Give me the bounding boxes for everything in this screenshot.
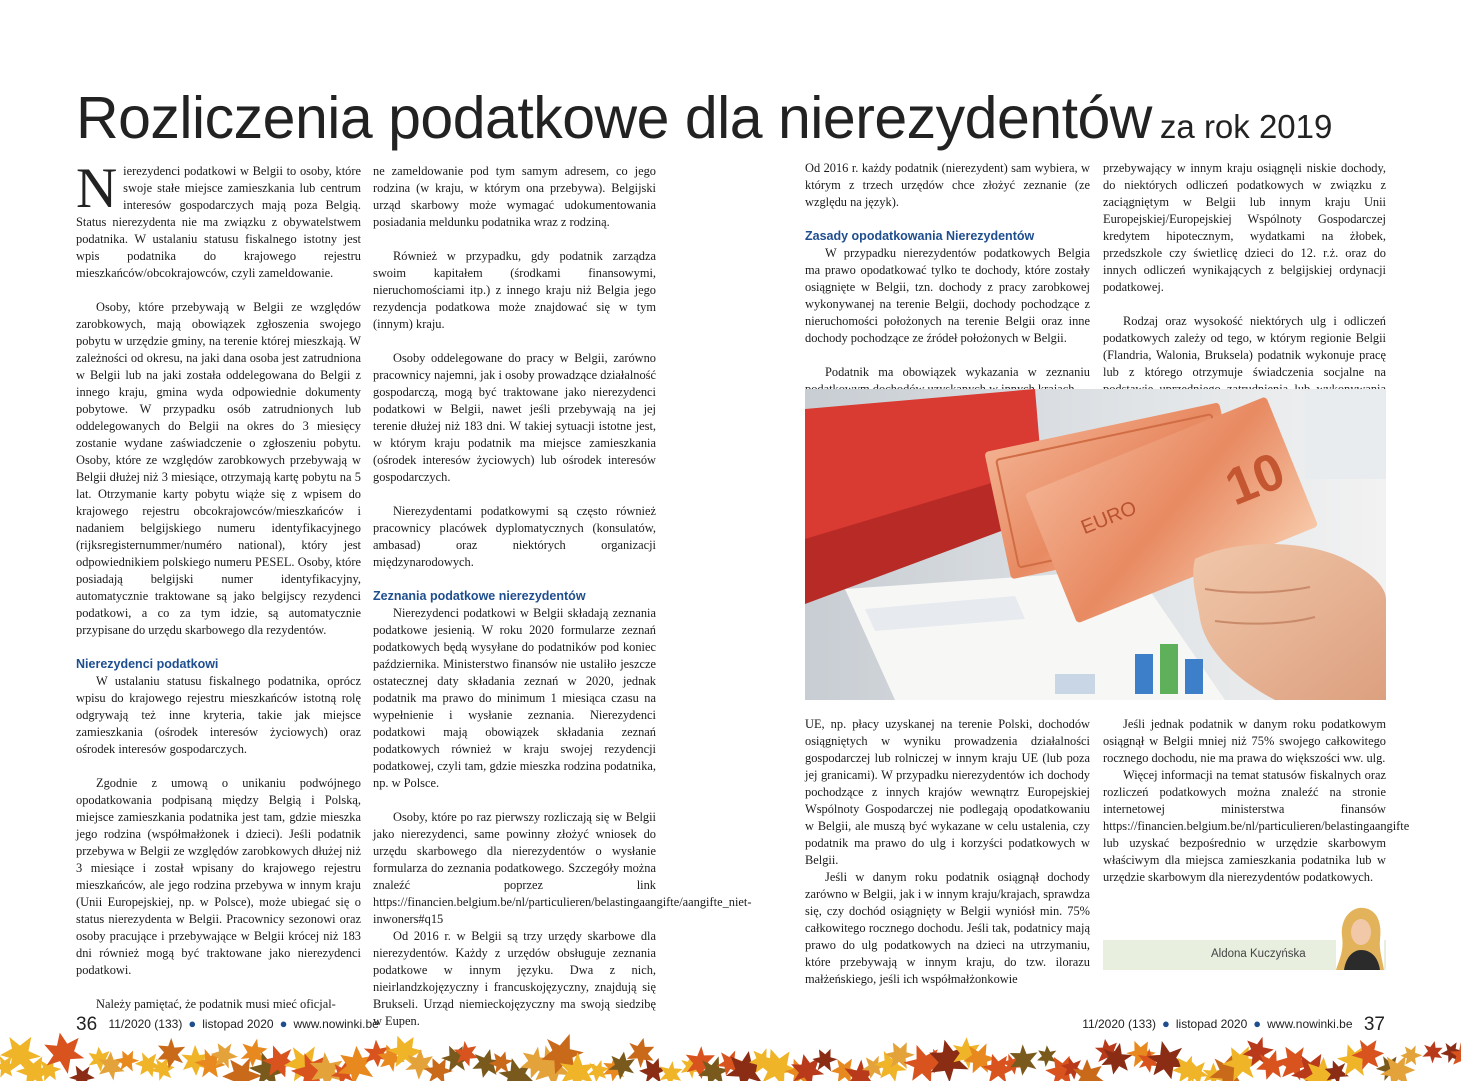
paragraph: UE, np. płacy uzyskanej na terenie Polski, dochodów osiągniętych w wyniku prowadzenia działalności gospodarczej lub rolniczej w innym kraju UE (lub poza jej granicami). W przypadku nierezydentów ich dochody pochodzące z innych krajów wewnątrz Europejskiej Wspólnoty Gospodarczej nie podlegają opodatkowaniu w Belgii, ale muszą być wykazane w celu ustalenia, czy podatnik ma prawo do ulg i korzyści podatkowych w Belgii.: [805, 717, 1090, 867]
text-column-3: [805, 160, 1090, 388]
title-main: Rozliczenia podatkowe dla nierezydentów: [76, 85, 1152, 151]
autumn-leaves-border: [0, 1038, 1461, 1081]
bullet-icon: ●: [1162, 1016, 1170, 1031]
issue-number: 11/2020 (133): [108, 1017, 183, 1031]
paragraph: Zgodnie z umową o unikaniu podwójnego opodatkowania podpisaną między Belgią i Polską, miejsce zamieszkania podatnika jest tam, gdzie mieszka jego rodzina (współmałżonek i dzieci). Jeśli podatnik przebywa w Belgii ze względów zarobkowych dłużej niż 3 miesiące i został wpisany do krajowego rejestru mieszkańców, ale jego rodzina przebywa w innym kraju (Unii Europejskiej, np. w Polsce), może ubiegać się o status nierezydenta w Belgii. Pracownicy sezonowi oraz osoby pracujące i przebywające w Belgii krócej niż 183 dni również mogą być traktowane jako nierezydenci podatkowi.: [76, 776, 361, 977]
paragraph: Osoby, które przebywają w Belgii ze względów zarobkowych, mają obowiązek zgłoszenia swojego pobytu w urzędzie gminy, na terenie której mieszkają. W zależności od okresu, na jaki dana osoba jest zatrudniona w Belgii lub na jaki została oddelegowana do Belgii z innego kraju, gmina wyda odpowiednie dokumenty pobytowe. W przypadku osób zatrudnionych lub oddelegowanych do Belgii na okres do 3 miesięcy zostanie wydane zaświadczenie o zgłoszeniu pobytu. Osoby, które ze względów zarobkowych przebywają w Belgii dłużej niż 3 miesiące, otrzymają kartę pobytu na 5 lat. Otrzymanie karty pobytu wiąże się z wpisem do krajowego rejestru obcokrajowców/mieszkańców i nadaniem belgijskiego numeru identyfikacyjnego (rijksregisternummer/numéro national), który jest odpowiednikiem polskiego numeru PESEL. Osoby, które posiadają belgijski numer identyfikacyjny, automatycznie traktowane są jako belgijscy rezydenci podatkowi, a co za tym idzie, są automatycznie przypisane do urzędu skarbowego dla rezydentów.: [76, 300, 361, 637]
text-column-1: [76, 157, 361, 1011]
paragraph: Jeśli jednak podatnik w danym roku podatkowym osiągnął w Belgii mniej niż 75% swojego całkowitego rocznego dochodu, nie ma prawa do większości ww. ulg.: [1103, 717, 1386, 765]
paragraph: Osoby oddelegowane do pracy w Belgii, zarówno pracownicy najemni, jak i osoby prowadzące działalność gospodarczą, mogą być traktowane jako nierezydenci podatkowi w Belgii, nawet jeśli przebywają na jej terenie dłużej niż 183 dni. W takiej sytuacji istotne jest, w którym kraju podatnik ma miejsce zamieszkania (ośrodek interesów życiowych) lub ośrodek interesów gospodarczych.: [373, 351, 656, 484]
footer-right: [1082, 1014, 1385, 1036]
paragraph: Osoby, które po raz pierwszy rozliczają się w Belgii jako nierezydenci, same powinny złożyć wniosek do urzędu skarbowego dla nierezydentów o wysłanie formularza do zeznania podatkowego. Szczegóły można znaleźć poprzez link https://financien.belgium.be/nl/particulieren/belastingaangifte/aangifte_niet-inwoners#q15: [373, 810, 752, 926]
article-title: [76, 84, 1396, 152]
intro-paragraph: Nierezydenci podatkowi w Belgii to osoby, które swoje stałe miejsce zamieszkania lub centrum interesów gospodarczych mają poza Belgią. Status nierezydenta nie ma związku z obywatelstwem podatnika. W ustalaniu statusu fiskalnego istotny jest wpis podatnika do krajowego rejestru mieszkańców/obcokrajowców, czyli zameldowanie.: [76, 157, 361, 280]
paragraph: Nierezydentami podatkowymi są często również pracownicy placówek dyplomatycznych (konsulatów, ambasad) oraz niektórych organizacji międzynarodowych.: [373, 504, 656, 569]
text-column-5: [805, 716, 1090, 996]
paragraph: Więcej informacji na temat statusów fiskalnych oraz rozliczeń podatkowych można znaleźć na stronie internetowej ministerstwa finansów https://financien.belgium.be/nl/particulieren/belastingaangifte lub uzyskać bezpośrednio w urzędzie skarbowym właściwym dla miejsca zamieszkania podatnika lub w urzędzie skarbowym dla nierezydentów podatkowych.: [1103, 768, 1410, 884]
website-link[interactable]: www.nowinki.be: [1267, 1017, 1353, 1031]
section-heading: Zasady opodatkowania Nierezydentów: [805, 229, 1035, 243]
page-number: 36: [76, 1014, 98, 1035]
text-column-4: [1103, 160, 1386, 388]
paragraph: W przypadku nierezydentów podatkowych Belgia ma prawo opodatkować tylko te dochody, które zostały osiągnięte w Belgii, tzn. dochody z pracy zarobkowej wykonywanej na terenie Belgii, dochody pochodzące z nieruchomości położonych na terenie Belgii oraz inne dochody pochodzące ze źródeł położonych w Belgii.: [805, 246, 1090, 345]
paragraph: Od 2016 r. w Belgii są trzy urzędy skarbowe dla nierezydentów. Każdy z urzędów obsługuje zeznania podatkowe w innym języku. Dwa z nich, nieirlandzkojęzyczny i francuskojęzyczny, znajdują się Brukseli. Urząd niemieckojęzyczny ma swoją siedzibę w Eupen.: [373, 929, 656, 1028]
maple-leaf-icon: [1122, 1035, 1160, 1074]
drop-cap: N: [76, 157, 118, 220]
paragraph: przebywający w innym kraju osiągnęli niskie dochody, do niektórych odliczeń podatkowych w związku z zaciągniętym w Belgii lub innym kraju Unii Europejskiej/Europejskiej Wspólnoty Gospodarczej kredytem hipotecznym, wydatkami na żłobek, przedszkole czy świetlicę dzieci do 12. r.ż. oraz do innych odliczeń wynikających z belgijskiej ordynacji podatkowej.: [1103, 161, 1386, 294]
text-column-6: [1103, 716, 1410, 896]
paragraph: ne zameldowanie pod tym samym adresem, co jego rodzina (w kraju, w którym ona przebywa). Belgijski urząd skarbowy może wymagać udokumentowania posiadania meldunku podatnika wraz z rodziną.: [373, 164, 656, 229]
author-portrait-illustration: [1336, 906, 1384, 970]
bullet-icon: ●: [1253, 1016, 1262, 1031]
author-box: [1103, 940, 1386, 970]
page-number: 37: [1363, 1014, 1385, 1035]
paragraph: Należy pamiętać, że podatnik musi mieć oficjal-: [96, 997, 336, 1011]
banknote-value: 10: [1217, 441, 1293, 518]
maple-leaf-icon: [1418, 1038, 1446, 1065]
author-name: Aldona Kuczyńska: [1211, 948, 1306, 960]
paragraph: Od 2016 r. każdy podatnik (nierezydent) sam wybiera, w którym z trzech urzędów chce złożyć zeznanie (ze względu na język).: [805, 161, 1090, 209]
title-subtitle: za rok 2019: [1159, 108, 1333, 145]
paragraph: Również w przypadku, gdy podatnik zarządza swoim kapitałem (środkami finansowymi, nieruchomościami itp.) z innego kraju niż Belgia jego rezydencja podatkowa może znajdować się w tym (innym) kraju.: [373, 249, 656, 331]
paragraph: Podatnik ma obowiązek wykazania w zeznaniu: [825, 365, 1090, 379]
issue-month: listopad 2020: [1175, 1017, 1248, 1031]
bullet-icon: ●: [188, 1016, 197, 1031]
paragraph: Nierezydenci podatkowi w Belgii składają zeznania podatkowe jesienią. W roku 2020 formularze zeznań podatkowych będą wysyłane do podatników pod koniec października. Ministerstwo finansów nie ustaliło jeszcze ostatecznej daty składania zeznań w 2020, jednak podatnik ma prawo do minimum 1 miesiąca czasu na wypełnienie i wysłanie zeznania. Nierezydenci podatkowi mają obowiązek składania zeznań podatkowych również w kraju swojej rezydencji podatkowej, czyli tam, gdzie mieszka rodzina podatnika, np. w Polsce.: [373, 606, 656, 790]
section-heading: Nierezydenci podatkowi: [76, 657, 219, 671]
euro-banknotes-photo: [805, 389, 1386, 700]
text-column-2: [373, 163, 752, 1028]
paragraph: W ustalaniu statusu fiskalnego podatnika, oprócz wpisu do krajowego rejestru mieszkańców istotną rolę odgrywają też inne kryteria, takie jak miejsce zamieszkania (ośrodek interesów życiowych) oraz ośrodek interesów gospodarczych.: [76, 674, 361, 756]
author-portrait: [1336, 906, 1384, 970]
banknote-euro-text: EURO: [1078, 496, 1140, 540]
bullet-icon: ●: [279, 1016, 288, 1031]
paragraph: Jeśli w danym roku podatnik osiągnął dochody zarówno w Belgii, jak i w innym kraju/krajach, sprawdza się, czy dochód osiągnięty w Belgii wyniósł min. 75% całkowitego rocznego dochodu. Jeśli tak, podatnicy mają prawo do ulg podatkowych na dzieci na utrzymaniu, które przebywają w innym kraju, do tzw. ilorazu małżeńskiego, jeśli ich współmałżonkowie: [805, 870, 1090, 986]
paragraph: Rodzaj oraz wysokość niektórych ulg i odliczeń podatkowych zależy od tego, w którym regionie Belgii (Flandria, Walonia, Bruksela) podatnik wykonuje pracę lub z którego otrzymuje świadczenia socjalne na: [1103, 314, 1386, 379]
euro-banknotes-illustration: [805, 389, 1386, 700]
issue-number: 11/2020 (133): [1082, 1017, 1157, 1031]
section-heading: Zeznania podatkowe nierezydentów: [373, 589, 586, 603]
footer-left: [76, 1014, 379, 1036]
issue-month: listopad 2020: [202, 1017, 274, 1031]
website-link[interactable]: www.nowinki.be: [293, 1017, 379, 1031]
